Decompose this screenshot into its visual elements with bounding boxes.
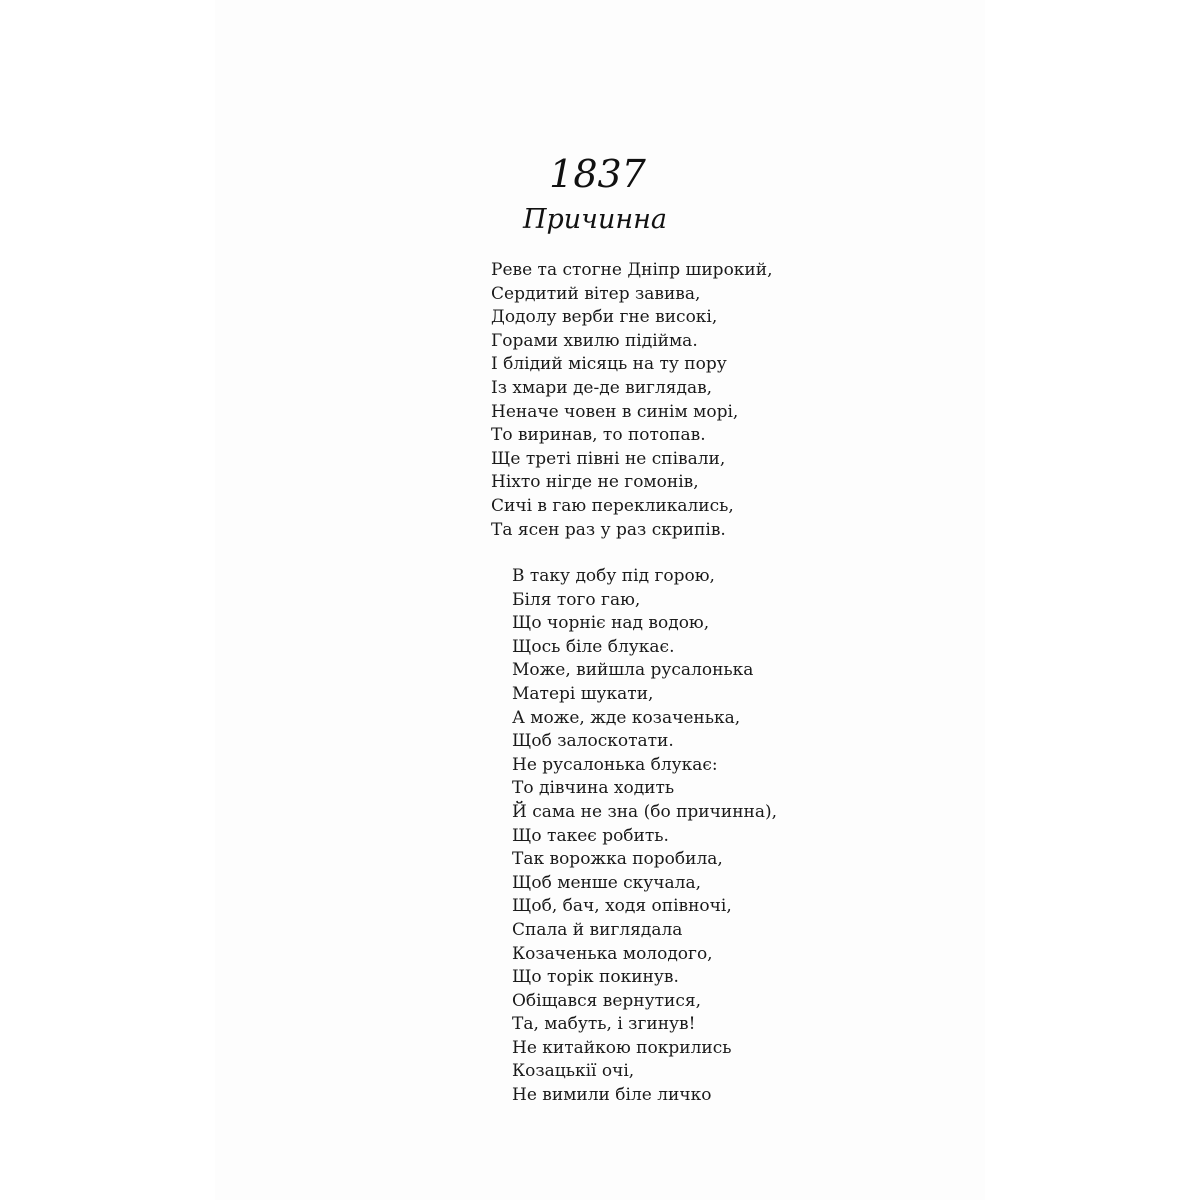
stanza-2 bbox=[512, 565, 777, 1108]
poem-line: Та ясен раз у раз скрипів. bbox=[491, 519, 726, 540]
poem-line: Сердитий вітер завива, bbox=[491, 283, 701, 304]
poem-line: А може, жде козаченька, bbox=[512, 707, 741, 728]
poem-line: Реве та стогне Дніпр широкий, bbox=[491, 260, 773, 280]
poem-line: То виринав, то потопав. bbox=[491, 425, 706, 446]
poem-line: Сичі в гаю перекликались, bbox=[491, 495, 734, 516]
stanza-1 bbox=[491, 259, 773, 542]
poem-line: Щось біле блукає. bbox=[512, 636, 675, 657]
poem-line: Не русалонька блукає: bbox=[512, 754, 718, 775]
poem-line: Козаченька молодого, bbox=[512, 943, 713, 964]
poem-line: Та, мабуть, і згинув! bbox=[512, 1014, 696, 1035]
poem-line: І блідий місяць на ту пору bbox=[491, 354, 727, 375]
poem-line: Так ворожка поробила, bbox=[512, 849, 723, 870]
poem-line: Біля того гаю, bbox=[512, 589, 641, 610]
poem-line: Козацькії очі, bbox=[512, 1061, 635, 1082]
poem-line: Може, вийшла русалонька bbox=[512, 660, 754, 681]
poem-line: В таку добу під горою, bbox=[512, 566, 715, 586]
poem-line: Спала й виглядала bbox=[512, 919, 683, 940]
poem-line: Щоб залоскотати. bbox=[512, 731, 674, 752]
poem-line: Ще треті півні не співали, bbox=[491, 448, 726, 469]
poem-line: Горами хвилю підійма. bbox=[491, 330, 698, 351]
poem-line: Щоб, бач, ходя опівночі, bbox=[512, 896, 732, 917]
poem-line: Не вимили біле личко bbox=[512, 1085, 712, 1106]
poem-line: Щоб менше скучала, bbox=[512, 872, 702, 893]
poem-line: Що чорніє над водою, bbox=[512, 613, 710, 634]
poem-line: Обіщався вернутися, bbox=[512, 990, 702, 1011]
poem-line: Ніхто нігде не гомонів, bbox=[491, 472, 699, 493]
poem-line: Не китайкою покрились bbox=[512, 1037, 732, 1058]
poem-line: Матері шукати, bbox=[512, 683, 654, 704]
poem-line: Що торік покинув. bbox=[512, 967, 679, 988]
poem-line: Що такеє робить. bbox=[512, 825, 669, 846]
poem-year: 1837 bbox=[549, 152, 646, 196]
poem-line: Неначе човен в синім морі, bbox=[491, 401, 739, 422]
poem-line: Із хмари де-де виглядав, bbox=[491, 377, 713, 398]
poem-line: Додолу верби гне високі, bbox=[491, 307, 718, 328]
poem-line: То дівчина ходить bbox=[512, 778, 675, 799]
poem-line: Й сама не зна (бо причинна), bbox=[512, 801, 778, 822]
poem-title: Причинна bbox=[522, 204, 668, 235]
